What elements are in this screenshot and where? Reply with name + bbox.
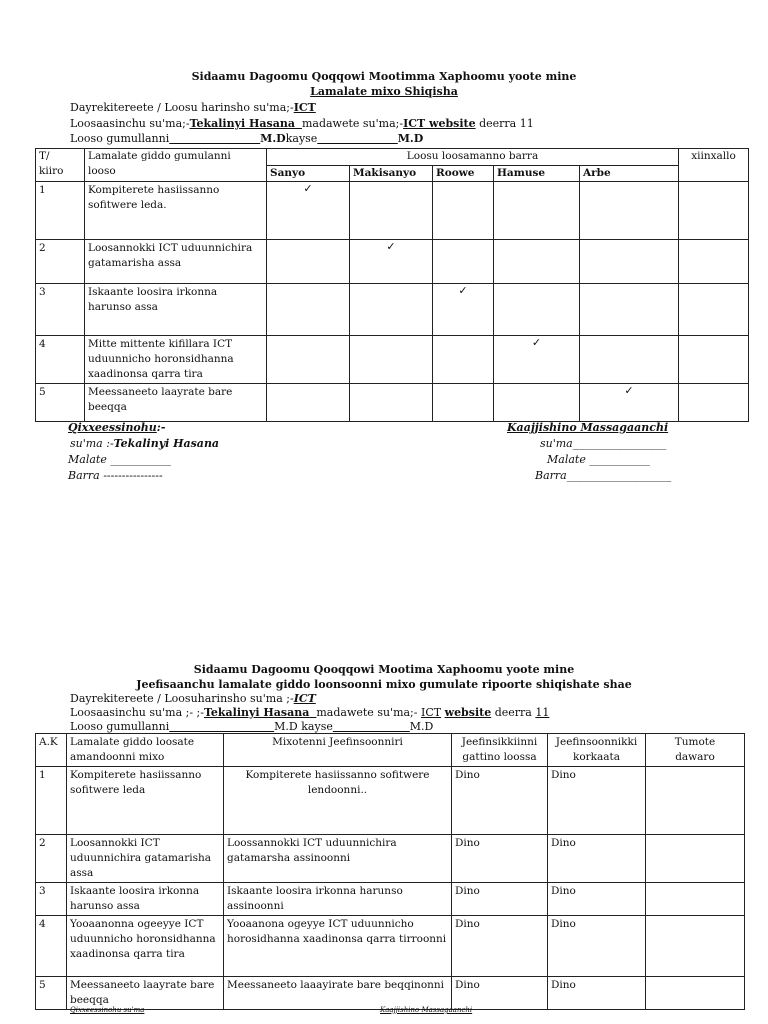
row-done: Dino [452, 835, 548, 883]
period-md2: M.D [409, 720, 434, 733]
row-number: 3 [36, 883, 67, 916]
col-header-day: Makisanyo [350, 166, 433, 182]
period-md2: M.D [397, 132, 424, 145]
grade-label: deerra [494, 706, 532, 719]
row-result: Kompiterete hasiissanno sofitwere lendoonni.. [224, 767, 452, 835]
directorate-value: ICT [293, 101, 316, 114]
doc2-supervisor-footer: Kaajjishino Massagaanchi [380, 1006, 473, 1014]
col-header-day: Arbe [580, 166, 679, 182]
row-task: Iskaante loosira irkonna harunso assa [67, 883, 224, 916]
preparer-name: Tekalinyi Hasana [113, 437, 220, 450]
worker-label: Loosaasinchu su'ma;- [70, 117, 190, 130]
row-number: 2 [36, 240, 85, 284]
doc1-title: Sidaamu Dagoomu Qoqqowi Mootimma Xaphoomu yoote mine [191, 70, 577, 83]
row-cause: Dino [548, 767, 646, 835]
row-number: 4 [36, 916, 67, 977]
table-row [36, 835, 745, 883]
row-cause: Dino [548, 835, 646, 883]
doc1-worker-line [70, 117, 534, 130]
doc2-title: Sidaamu Dagoomu Qooqqowi Mootima Xaphoomu yoote mine [193, 663, 575, 676]
grade-number: 11 [535, 706, 550, 719]
row-number: 3 [36, 284, 85, 336]
row-number: 5 [36, 384, 85, 422]
doc2-period-line [70, 720, 433, 733]
doc2-directorate-line [70, 692, 316, 705]
directorate-label: Dayrekitereete / Loosu harinsho su'ma;- [70, 101, 294, 114]
worker-name: Tekalinyi Hasana [203, 706, 310, 719]
directorate-label: Dayrekitereete / Loosuharinsho su'ma ;- [70, 692, 294, 705]
period-kayse: kayse [301, 720, 333, 733]
supervisor-name: su'ma_________________ [540, 437, 667, 450]
table-row [36, 284, 749, 336]
row-task: Meessaneeto laayrate bare beeqqa [85, 384, 267, 422]
table-row [36, 767, 745, 835]
doc1-table [35, 148, 749, 422]
doc1-subtitle: Lamalate mixo Shiqisha [310, 85, 458, 98]
preparer-title: Qixxeessinohu:- [68, 421, 166, 434]
table-row [36, 883, 745, 916]
row-cause: Dino [548, 916, 646, 977]
checkmark-icon: ✓ [350, 240, 433, 284]
row-number: 1 [36, 767, 67, 835]
row-number: 1 [36, 182, 85, 240]
row-task: Loosannokki ICT uduunnichira gatamarisha assa [67, 835, 224, 883]
row-task: Yooaanonna ogeeyye ICT uduunnicho horonsidhanna xaadinonsa qarra tira [67, 916, 224, 977]
row-done: Dino [452, 883, 548, 916]
checkmark-icon: ✓ [433, 284, 494, 336]
preparer-signature: Barra ---------------- [68, 469, 163, 482]
period-label: Looso gumullanni [70, 720, 170, 733]
row-task: Kompiterete hasiissanno sofitwere leda [67, 767, 224, 835]
row-task: Mitte mittente kifillara ICT uduunnicho horonsidhanna xaadinonsa qarra tira [85, 336, 267, 384]
doc2-preparer-footer: Qixxeessinohu su'ma [70, 1006, 145, 1014]
col-header-days-group: Loosu loosamanno barra [267, 149, 679, 166]
row-number: 2 [36, 835, 67, 883]
col-header-result: Mixotenni Jeefinsoonniri [224, 734, 452, 767]
row-task: Meessaneeto laayrate bare beeqqa [67, 977, 224, 1010]
row-result: Iskaante loosira irkonna harunso assinoonni [224, 883, 452, 916]
col-header-done: Jeefinsikkiinni gattino loossa [452, 734, 548, 767]
supervisor-title: Kaajjishino Massagaanchi [507, 421, 669, 434]
row-number: 4 [36, 336, 85, 384]
checkmark-icon: ✓ [580, 384, 679, 422]
table-row [36, 182, 749, 240]
row-task: Kompiterete hasiissanno sofitwere leda. [85, 182, 267, 240]
site-value: ICT website [403, 117, 476, 130]
row-done: Dino [452, 767, 548, 835]
row-result: Yooaanona ogeyye ICT uduunnicho horosidhanna xaadinonsa qarra tirroonni [224, 916, 452, 977]
table-row [36, 240, 749, 284]
row-result: Loossannokki ICT uduunnichira gatamarsha assinoonni [224, 835, 452, 883]
col-header-number: T/ kiiro [36, 149, 85, 182]
preparer-name-line: su'ma :-Tekalinyi Hasana [70, 437, 220, 450]
col-header-day: Hamuse [494, 166, 580, 182]
checkmark-icon: ✓ [494, 336, 580, 384]
checkmark-icon: ✓ [267, 182, 350, 240]
col-header-note: xiinxallo [679, 149, 749, 182]
period-label: Looso gumullanni [70, 132, 170, 145]
col-header-cause: Jeefinsoonnikki korkaata [548, 734, 646, 767]
doc1-period-line [70, 132, 423, 145]
row-done: Dino [452, 977, 548, 1010]
row-done: Dino [452, 916, 548, 977]
doc2-table [35, 733, 745, 1010]
col-header-day: Roowe [433, 166, 494, 182]
period-md1: M.D [274, 720, 298, 733]
row-task: Loosannokki ICT uduunnichira gatamarisha assa [85, 240, 267, 284]
period-kayse: kayse [285, 132, 318, 145]
directorate-value: ICT [293, 692, 316, 705]
site-label: madawete su'ma;- [316, 706, 418, 719]
supervisor-signature: Barra___________________ [535, 469, 672, 482]
row-cause: Dino [548, 977, 646, 1010]
col-header-day: Sanyo [267, 166, 350, 182]
worker-name: Tekalinyi Hasana [189, 117, 295, 130]
site-label: madawete su'ma;- [301, 117, 404, 130]
site-value-a: ICT [420, 706, 442, 719]
table-row [36, 977, 745, 1010]
period-md1: M.D [260, 132, 286, 145]
preparer-date: Malate ___________ [68, 453, 171, 466]
col-header-number: A.K [36, 734, 67, 767]
worker-label: Loosaasinchu su'ma ;- ;- [70, 706, 204, 719]
table-row [36, 384, 749, 422]
row-cause: Dino [548, 883, 646, 916]
doc1-directorate-line [70, 101, 316, 114]
table-row [36, 916, 745, 977]
row-task: Iskaante loosira irkonna harunso assa [85, 284, 267, 336]
grade: deerra 11 [479, 117, 534, 130]
doc2-worker-line [70, 706, 549, 719]
doc2-subtitle: Jeefisaanchu lamalate giddo loonsoonni mixo gumulate ripoorte shiqishate shae [136, 678, 632, 691]
col-header-task: Lamalate giddo loosate amandoonni mixo [67, 734, 224, 767]
row-result: Meessaneeto laaayirate bare beqqinonni [224, 977, 452, 1010]
col-header-task: Lamalate giddo gumulanni looso [85, 149, 267, 182]
supervisor-date: Malate ___________ [547, 453, 650, 466]
table-row [36, 336, 749, 384]
row-number: 5 [36, 977, 67, 1010]
col-header-remark: Tumote dawaro [646, 734, 745, 767]
site-value-b: website [444, 706, 492, 719]
